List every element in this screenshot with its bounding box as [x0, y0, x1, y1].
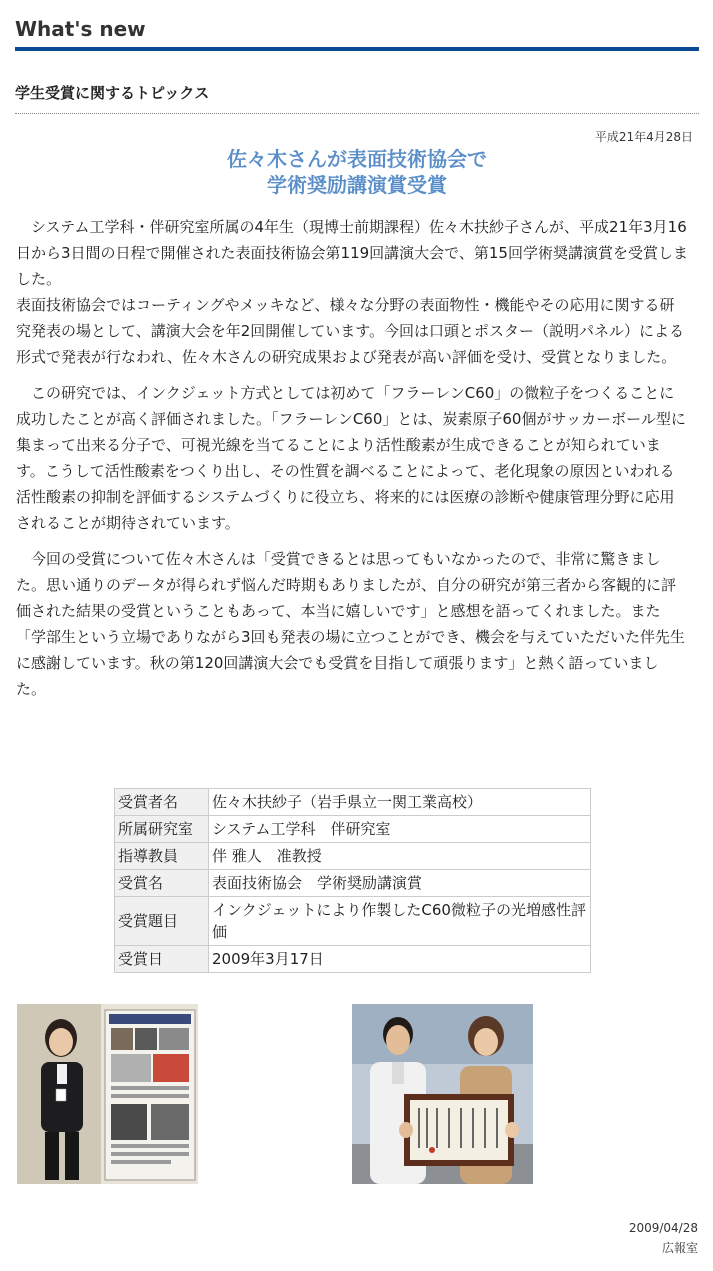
section-title: 学生受賞に関するトピックス	[15, 84, 210, 102]
table-row	[115, 870, 591, 897]
photo-certificate-presentation	[352, 1004, 533, 1184]
headline-line-2: 学術奨励講演賞受賞	[267, 173, 447, 197]
paragraph-1b: 表面技術協会ではコーティングやメッキなど、様々な分野の表面物性・機能やその応用に関する研究発表の場として、講演大会を年2回開催しています。今回は口頭とポスター（説明パネル）による形式で発表が行なわれ、佐々木さんの研究成果および発表が高い評価を受け、受賞となりました。	[16, 296, 685, 366]
table-row	[115, 789, 591, 816]
section-divider	[15, 113, 699, 114]
article-date: 平成21年4月28日	[594, 130, 693, 144]
row-label: 受賞者名	[115, 789, 209, 816]
table-row	[115, 843, 591, 870]
page-header	[15, 14, 699, 51]
table-row	[115, 897, 591, 946]
row-label: 受賞題目	[115, 897, 209, 946]
row-label: 指導教員	[115, 843, 209, 870]
row-label: 受賞名	[115, 870, 209, 897]
article-paragraph-2: この研究では、インクジェット方式としては初めて「フラーレンC60」の微粒子をつくることに成功したことが高く評価されました。「フラーレンC60」とは、炭素原子60個がサッカーボール型に集まって出来る分子で、可視光線を当てることにより活性酸素が生成できることが知られています。こうして活性酸素をつくり出し、その性質を調べることによって、老化現象の原因といわれる活性酸素の抑制を評価するシステムづくりに役立ち、将来的には医療の診断や健康管理分野に応用されることが期待されています。	[16, 384, 686, 532]
photo-student-with-poster	[17, 1004, 198, 1184]
headline-line-1: 佐々木さんが表面技術協会で	[227, 147, 487, 171]
row-label: 受賞日	[115, 946, 209, 973]
row-value: 2009年3月17日	[209, 946, 591, 973]
row-value: システム工学科 伴研究室	[209, 816, 591, 843]
paragraph-1a: システム工学科・伴研究室所属の4年生（現博士前期課程）佐々木扶紗子さんが、平成21年3月16日から3日間の日程で開催された表面技術協会第119回講演大会で、第15回学術奨講演賞を受賞しました。	[16, 218, 688, 288]
row-value: 表面技術協会 学術奨励講演賞	[209, 870, 591, 897]
table-row	[115, 816, 591, 843]
page-title: What's new	[15, 17, 146, 41]
table-row	[115, 946, 591, 973]
award-info-table	[114, 788, 591, 973]
article-headline	[15, 146, 699, 198]
article-body	[16, 214, 688, 712]
article-paragraph-1	[16, 214, 688, 370]
row-value: インクジェットにより作製したC60微粒子の光増感性評価	[209, 897, 591, 946]
footer-date: 2009/04/28	[628, 1221, 698, 1235]
article-paragraph-3: 今回の受賞について佐々木さんは「受賞できるとは思ってもいなかったので、非常に驚きました。思い通りのデータが得られず悩んだ時期もありましたが、自分の研究が第三者から客観的に評価された結果の受賞ということもあって、本当に嬉しいです」と感想を語ってくれました。また「学部生という立場でありながら3回も発表の場に立つことができ、機会を与えていただいた伴先生に感謝しています。秋の第120回講演大会でも受賞を目指して頑張ります」と熱く語っていました。	[16, 550, 685, 698]
page-footer	[629, 1218, 698, 1258]
row-value: 佐々木扶紗子（岩手県立一関工業高校）	[209, 789, 591, 816]
row-value: 伴 雅人 准教授	[209, 843, 591, 870]
header-bar	[15, 47, 699, 51]
footer-department: 広報室	[661, 1241, 698, 1255]
row-label: 所属研究室	[115, 816, 209, 843]
